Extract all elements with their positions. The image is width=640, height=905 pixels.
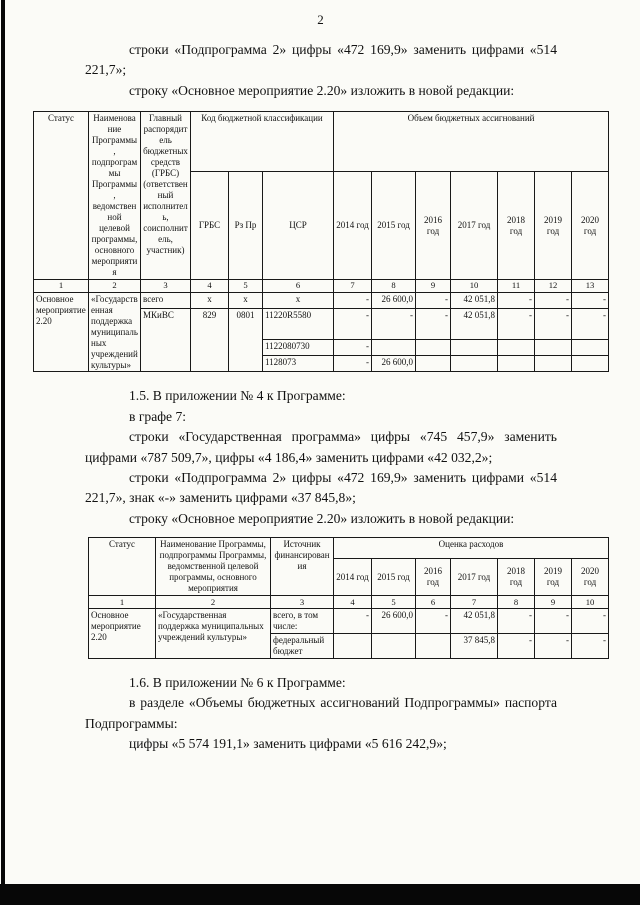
cell-source: всего, в том числе: <box>271 609 334 634</box>
cost-estimate-table <box>88 537 609 659</box>
column-header-name: Наименование Программы, подпрограммы Программы, ведомственной целевой программы, основного мероприятия <box>89 112 141 280</box>
table-row <box>89 609 609 634</box>
column-header-year: 2020 год <box>572 558 609 595</box>
cell-amount: 37 845,8 <box>451 634 498 659</box>
cell-amount: - <box>535 308 572 340</box>
cell-amount: 42 051,8 <box>451 609 498 634</box>
column-header-year: 2016 год <box>416 558 451 595</box>
paragraph: 1.6. В приложении № 6 к Программе: <box>129 674 346 690</box>
cell-amount: - <box>572 308 609 340</box>
cell-amount: 26 600,0 <box>372 609 416 634</box>
cell-amount <box>416 356 451 372</box>
column-number: 8 <box>372 279 416 292</box>
cell-amount <box>535 356 572 372</box>
table-row <box>34 292 609 308</box>
cell-amount <box>416 340 451 356</box>
paragraph: строки «Подпрограмма 2» цифры «472 169,9» заменить цифрами «514 221,7», знак «-» заменить цифрами «37 845,8»; <box>85 470 557 506</box>
column-header-rzpr: Рз Пр <box>229 172 263 279</box>
cell-amount: - <box>572 609 609 634</box>
column-header-source: Источник финансирования <box>271 538 334 596</box>
cell-amount: 26 600,0 <box>372 356 416 372</box>
column-header-costs: Оценка расходов <box>334 538 609 559</box>
cell-amount <box>451 356 498 372</box>
cell-amount: - <box>498 634 535 659</box>
cell-amount <box>416 634 451 659</box>
page-number: 2 <box>317 12 324 27</box>
cell-amount: - <box>498 308 535 340</box>
cell-amount: 42 051,8 <box>451 308 498 340</box>
cell-csr: 1128073 <box>263 356 334 372</box>
cell-csr: 1122080730 <box>263 340 334 356</box>
cell-amount <box>572 356 609 372</box>
cell-amount: - <box>498 609 535 634</box>
column-number: 1 <box>34 279 89 292</box>
column-header-year: 2018 год <box>498 172 535 279</box>
paragraph: цифры «5 574 191,1» заменить цифрами «5 616 242,9»; <box>129 736 447 752</box>
column-number: 8 <box>498 596 535 609</box>
column-number: 12 <box>535 279 572 292</box>
paragraph: строку «Основное мероприятие 2.20» изложить в новой редакции: <box>129 510 515 526</box>
column-number: 1 <box>89 596 156 609</box>
cell-amount: - <box>535 292 572 308</box>
cell-name: «Государственная поддержка муниципальных учреждений культуры» <box>156 609 271 659</box>
cell-amount: 42 051,8 <box>451 292 498 308</box>
column-header-name: Наименование Программы, подпрограммы Программы, ведомственной целевой программы, основного мероприятия <box>156 538 271 596</box>
column-number: 7 <box>451 596 498 609</box>
cell-amount: - <box>416 609 451 634</box>
cell-amount: - <box>334 356 372 372</box>
cell-amount: - <box>535 609 572 634</box>
cell-amount: - <box>572 634 609 659</box>
column-number: 4 <box>191 279 229 292</box>
cell-grbs: х <box>191 292 229 308</box>
cell-amount <box>535 340 572 356</box>
column-number: 5 <box>229 279 263 292</box>
cell-amount: - <box>498 292 535 308</box>
cell-status: Основное мероприятие 2.20 <box>89 609 156 659</box>
cell-amount <box>334 634 372 659</box>
paragraph: строки «Государственная программа» цифры «745 457,9» заменить цифрами «787 509,7», цифры «4 186,4» заменить цифрами «42 032,2»; <box>85 429 557 465</box>
column-header-year: 2018 год <box>498 558 535 595</box>
column-number: 5 <box>372 596 416 609</box>
cell-amount: 26 600,0 <box>372 292 416 308</box>
cell-amount: - <box>572 292 609 308</box>
header-row <box>89 538 609 559</box>
column-header-budget-code: Код бюджетной классификации <box>191 112 334 172</box>
column-header-year: 2015 год <box>372 172 416 279</box>
column-number: 3 <box>271 596 334 609</box>
column-number: 3 <box>141 279 191 292</box>
cell-amount: - <box>535 634 572 659</box>
scan-bottom-bar <box>0 884 640 905</box>
cell-amount: - <box>334 340 372 356</box>
cell-executor: МКиВС <box>141 308 191 372</box>
column-header-year: 2017 год <box>451 172 498 279</box>
cell-amount: - <box>334 308 372 340</box>
column-header-year: 2019 год <box>535 172 572 279</box>
cell-status: Основное мероприятие 2.20 <box>34 292 89 372</box>
column-number: 4 <box>334 596 372 609</box>
column-header-year: 2015 год <box>372 558 416 595</box>
column-number: 13 <box>572 279 609 292</box>
section-1-6 <box>33 673 608 755</box>
cell-amount <box>572 340 609 356</box>
column-header-csr: ЦСР <box>263 172 334 279</box>
column-header-status: Статус <box>34 112 89 280</box>
paragraph: строки «Подпрограмма 2» цифры «472 169,9» заменить цифрами «514 221,7»; <box>85 42 557 78</box>
column-number-row <box>34 279 609 292</box>
cell-rzpr: х <box>229 292 263 308</box>
paragraph: 1.5. В приложении № 4 к Программе: <box>129 388 346 404</box>
cell-amount <box>498 340 535 356</box>
paragraph: в разделе «Объемы бюджетных ассигнований Подпрограммы» паспорта Подпрограммы: <box>85 695 557 731</box>
cell-amount: - <box>416 308 451 340</box>
paragraph: строку «Основное мероприятие 2.20» изложить в новой редакции: <box>129 82 515 98</box>
column-number: 2 <box>89 279 141 292</box>
cell-source: федеральный бюджет <box>271 634 334 659</box>
cell-amount: - <box>372 308 416 340</box>
cell-csr: х <box>263 292 334 308</box>
cell-amount: - <box>334 292 372 308</box>
cell-csr: 11220R5580 <box>263 308 334 340</box>
paragraph: в графе 7: <box>129 408 187 424</box>
column-header-year: 2019 год <box>535 558 572 595</box>
cell-amount <box>372 340 416 356</box>
column-number: 6 <box>263 279 334 292</box>
column-header-year: 2014 год <box>334 558 372 595</box>
column-header-grbs: Главный распорядитель бюджетных средств (ГРБС) (ответственный исполнитель, соисполнитель, участник) <box>141 112 191 280</box>
column-number: 6 <box>416 596 451 609</box>
cell-amount <box>451 340 498 356</box>
cell-executor: всего <box>141 292 191 308</box>
cell-rzpr: 0801 <box>229 308 263 372</box>
cell-name: «Государственная поддержка муниципальных учреждений культуры» <box>89 292 141 372</box>
column-number: 9 <box>535 596 572 609</box>
column-header-year: 2016 год <box>416 172 451 279</box>
column-number: 7 <box>334 279 372 292</box>
cell-amount: - <box>334 609 372 634</box>
cell-amount <box>372 634 416 659</box>
budget-assignments-table <box>33 111 609 372</box>
column-header-year: 2017 год <box>451 558 498 595</box>
column-header-grbs-code: ГРБС <box>191 172 229 279</box>
header-row <box>34 112 609 172</box>
cell-amount: - <box>416 292 451 308</box>
column-header-volume: Объем бюджетных ассигнований <box>334 112 609 172</box>
column-header-year: 2014 год <box>334 172 372 279</box>
column-number-row <box>89 596 609 609</box>
column-number: 10 <box>572 596 609 609</box>
cell-amount <box>498 356 535 372</box>
column-number: 10 <box>451 279 498 292</box>
column-header-status: Статус <box>89 538 156 596</box>
cell-grbs: 829 <box>191 308 229 372</box>
column-number: 9 <box>416 279 451 292</box>
column-header-year: 2020 год <box>572 172 609 279</box>
column-number: 2 <box>156 596 271 609</box>
column-number: 11 <box>498 279 535 292</box>
section-1-5 <box>33 386 608 529</box>
